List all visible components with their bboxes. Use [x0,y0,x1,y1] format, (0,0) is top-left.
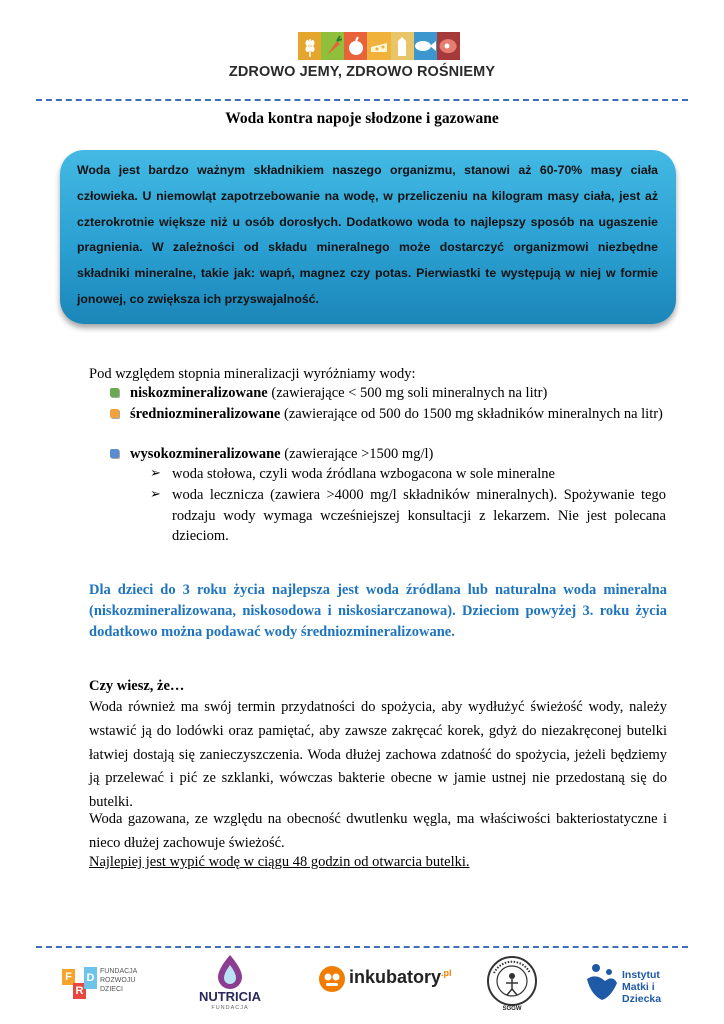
info-box [60,150,676,324]
bullet-desc: (zawierające od 500 do 1500 mg składników mineralnych na litr) [280,406,663,422]
green-square-bullet-icon [110,388,119,397]
inkubatory-circle-icon [318,965,346,993]
apple-icon [344,32,367,60]
paragraph-sparkling: Woda gazowana, ze względu na obecność dwutlenku węgla, ma właściwości bakteriostatyczne i nieco dłużej zachowuje świeżość. [89,811,667,851]
orange-square-bullet-icon [110,409,119,418]
page-title: Woda kontra napoje słodzone i gazowane [225,110,499,127]
sggw-label: SGGW [502,1006,522,1012]
inkubatory-name: inkubatory [349,967,442,987]
bottom-divider [36,946,688,948]
cheese-icon [367,32,390,60]
sggw-seal-icon [486,955,538,1007]
highlight-text: Dla dzieci do 3 roku życia najlepsza jest woda źródlana lub naturalna woda mineralna (niskozmineralizowana, niskosodowa i niskosiarczanowa). Dzieciom powyżej 3. roku życia dodatkowo można podawać wody średniozmineralizowane. [89,582,667,640]
frd-logo [62,955,138,1015]
nutricia-sub: FUNDACJA [211,1005,249,1011]
sggw-logo [484,955,540,1015]
sub-item-text: woda lecznicza (zawiera >4000 mg/l składników mineralnych). Spożywanie tego rodzaju wody wymaga wcześniejszej konsultacji z lekarzem. Nie jest polecana dzieciom. [172,487,666,544]
frd-letter-f: F [62,969,75,985]
inkubatory-logo [318,955,452,1015]
imid-line1: Instytut [622,969,660,981]
did-you-know-heading: Czy wiesz, że… [89,678,185,694]
bullet-term: niskozmineralizowane [130,385,268,401]
header-logo-text: ZDROWO JEMY, ZDROWO ROŚNIEMY [228,64,496,80]
arrow-bullet-icon: ➢ [150,466,161,481]
intro-text: Pod względem stopnia mineralizacji wyróżniamy wody: [89,366,416,382]
frd-letter-r: R [73,983,86,999]
arrow-bullet-icon: ➢ [150,487,161,502]
frd-line3: DZIECI [100,986,123,993]
inkubatory-suffix: .pl [441,968,452,978]
header-logo-tiles [298,32,460,60]
nutricia-drop-icon [208,955,252,989]
frd-letter-d: D [84,967,97,989]
fish-icon [414,32,437,60]
paragraph-48h: Najlepiej jest wypić wodę w ciągu 48 godzin od otwarcia butelki. [89,854,470,870]
bullet-term: średniozmineralizowane [130,406,281,422]
blue-square-bullet-icon [110,449,119,458]
info-box-text: Woda jest bardzo ważnym składnikiem naszego organizmu, stanowi aż 60-70% masy ciała człowieka. U niemowląt zapotrzebowanie na wodę, w przeliczeniu na kilogram masy ciała, jest aż czterokrotnie większe niż u osób dorosłych. Dodatkowo woda to najlepszy sposób na ugaszenie pragnienia. W zależności od składu mineralnego może dostarczyć organizmowi niezbędne składniki mineralne, takie jak: wapń, magnez czy potas. Pierwiastki te występują w niej w formie jonowej, co zwiększa ich przyswajalność. [77,163,658,306]
frd-line2: ROZWOJU [100,977,136,984]
wheat-icon [298,32,321,60]
bullet-desc: (zawierające >1500 mg/l) [280,446,434,462]
milk-icon [391,32,414,60]
nutricia-logo [190,955,270,1015]
frd-line1: FUNDACJA [100,968,138,975]
paragraph-storage: Woda również ma swój termin przydatności do spożycia, aby wydłużyć świeżość wody, należy wstawić ją do lodówki oraz pamiętać, aby zawsze zakręcać korek, gdyż do niezakręconej butelki łatwiej dostają się zanieczyszczenia. Woda dłużej zachowa zdatność do spożycia, jeżeli będziemy ją przelewać i pić ze szklanki, wówczas bakterie obecne w jamie ustnej nie przedostaną się do butelki. [89,699,667,811]
nutricia-name: NUTRICIA [198,989,262,1004]
bullet-desc: (zawierające < 500 mg soli mineralnych na litr) [267,385,548,401]
imid-figures-icon [585,963,619,1001]
imid-logo [585,955,695,1015]
carrot-icon [321,32,344,60]
bullet-term: wysokozmineralizowane [130,446,281,462]
top-divider [36,99,688,101]
meat-icon [437,32,460,60]
sub-item-text: woda stołowa, czyli woda źródlana wzbogacona w sole mineralne [172,466,555,482]
imid-line2: Matki i Dziecka [622,981,662,1005]
